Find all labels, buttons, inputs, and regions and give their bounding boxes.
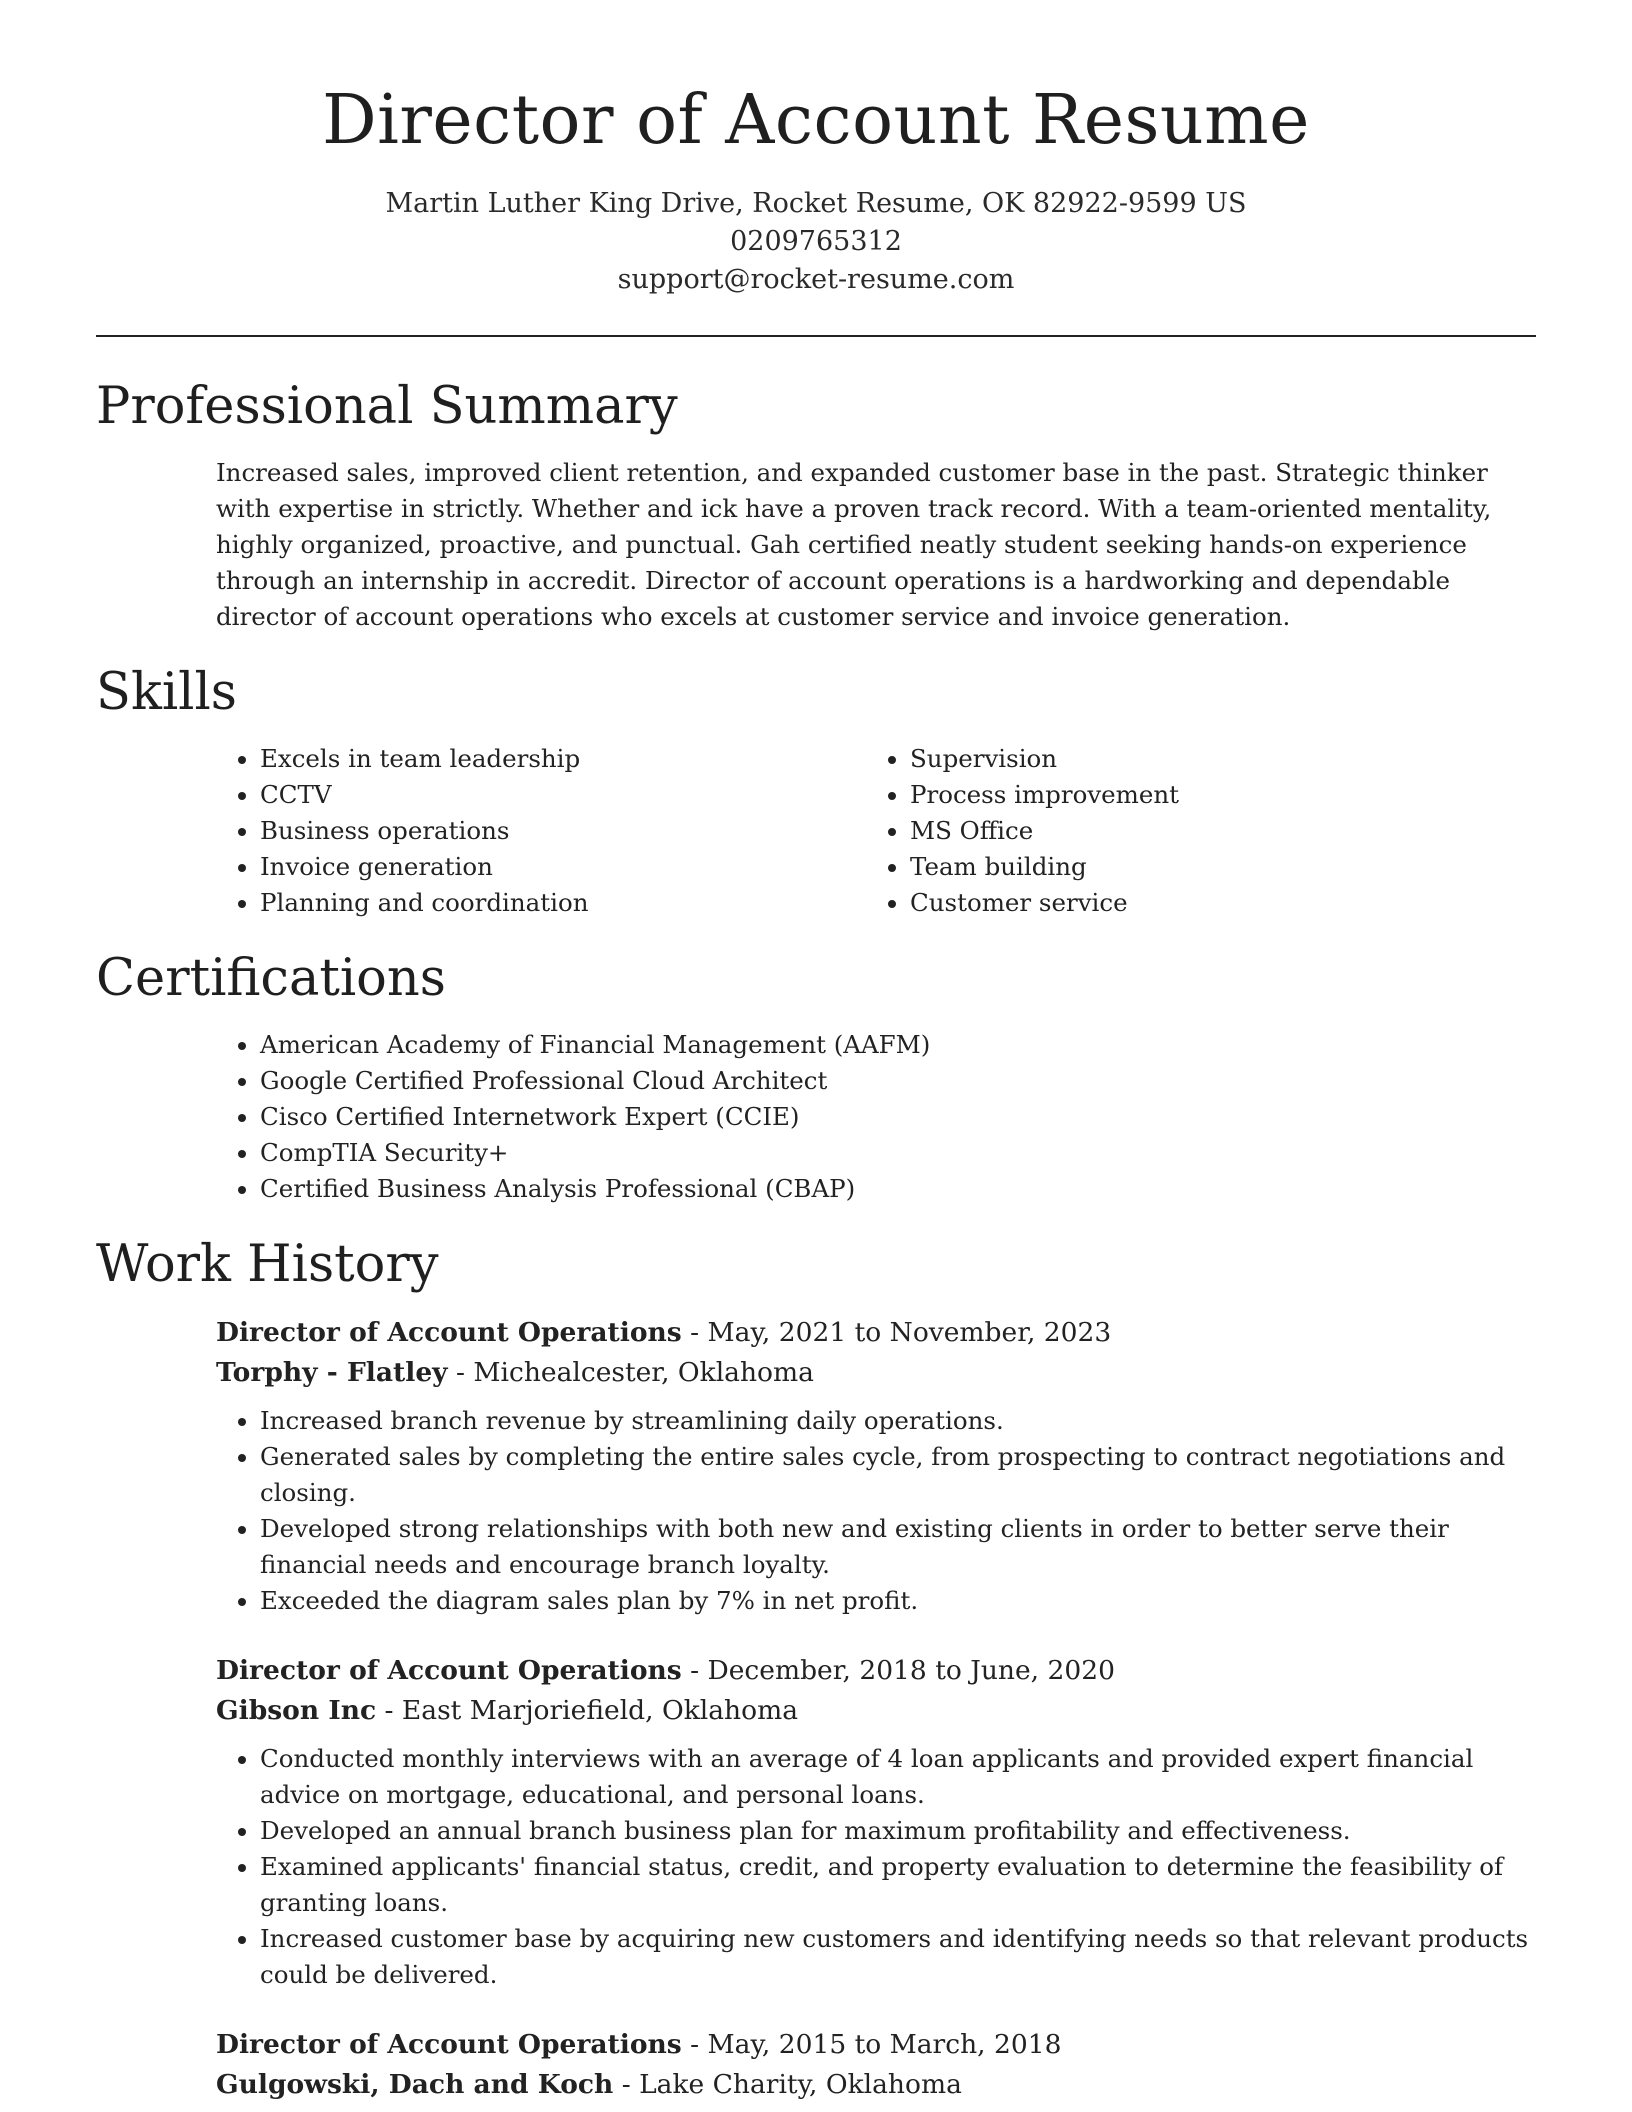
skill-item: • MS Office xyxy=(910,813,1516,849)
job-dates: - May, 2015 to March, 2018 xyxy=(681,2029,1062,2061)
job-bullet: • Increased customer base by acquiring new customers and identifying needs so that relevant products could be delivered. xyxy=(260,1921,1536,1993)
skills-list-left xyxy=(216,741,866,921)
contact-phone: 0209765312 xyxy=(730,225,902,257)
certifications-list xyxy=(216,1027,1536,1207)
job-dates: - May, 2021 to November, 2023 xyxy=(681,1317,1112,1349)
summary-heading: Professional Summary xyxy=(96,376,678,436)
skill-item: • Excels in team leadership xyxy=(260,741,866,777)
skill-item: • Team building xyxy=(910,849,1516,885)
job-title-line xyxy=(216,1313,1536,1353)
job-bullet: • Conducted monthly interviews with an average of 4 loan applicants and provided expert financial advice on mortgage, educational, and personal loans. xyxy=(260,1741,1536,1813)
job-bullet: • Developed an annual branch business plan for maximum profitability and effectiveness. xyxy=(260,1813,1536,1849)
job-bullets xyxy=(216,1741,1536,1993)
work-history-section xyxy=(96,1237,1536,2105)
job-entry xyxy=(216,1313,1536,1619)
summary-text: Increased sales, improved client retention, and expanded customer base in the past. Strategic thinker with expertise in strictly. Whether and ick have a proven track record. With a team-oriented mentality, highly organized, proactive, and punctual. Gah certified neatly student seeking hands-on experience through an internship in accredit. Director of account operations is a hardworking and dependable director of account operations who excels at customer service and invoice generation. xyxy=(216,457,1492,631)
job-company: Torphy - Flatley xyxy=(216,1357,448,1389)
certifications-section xyxy=(96,948,1536,1207)
job-company-line xyxy=(216,1691,1536,1731)
skill-item: • Supervision xyxy=(910,741,1516,777)
skills-heading: Skills xyxy=(96,662,237,722)
job-location: - Michealcester, Oklahoma xyxy=(447,1357,814,1389)
resume-header xyxy=(96,0,1536,299)
certification-item: • American Academy of Financial Management (AAFM) xyxy=(260,1027,1536,1063)
job-company: Gulgowski, Dach and Koch xyxy=(216,2069,614,2101)
job-entry xyxy=(216,2025,1536,2105)
job-bullet: • Generated sales by completing the entire sales cycle, from prospecting to contract negotiations and closing. xyxy=(260,1439,1536,1511)
certification-item: • Google Certified Professional Cloud Architect xyxy=(260,1063,1536,1099)
job-company: Gibson Inc xyxy=(216,1695,377,1727)
job-location: - Lake Charity, Oklahoma xyxy=(613,2069,962,2101)
contact-email: support@rocket-resume.com xyxy=(617,263,1015,295)
certifications-heading: Certifications xyxy=(96,948,446,1008)
skill-item: • Business operations xyxy=(260,813,866,849)
page-title: Director of Account Resume xyxy=(322,81,1310,160)
job-role: Director of Account Operations xyxy=(216,2029,682,2061)
job-bullets xyxy=(216,1403,1536,1619)
job-company-line xyxy=(216,2065,1536,2105)
job-bullet: • Increased branch revenue by streamlining daily operations. xyxy=(260,1403,1536,1439)
header-divider xyxy=(96,335,1536,337)
certification-item: • Certified Business Analysis Professional (CBAP) xyxy=(260,1171,1536,1207)
job-title-line xyxy=(216,1651,1536,1691)
work-history-heading: Work History xyxy=(96,1235,439,1295)
skills-grid xyxy=(216,741,1536,921)
job-bullet: • Exceeded the diagram sales plan by 7% in net profit. xyxy=(260,1583,1536,1619)
skills-section xyxy=(96,662,1536,921)
job-role: Director of Account Operations xyxy=(216,1317,682,1349)
skill-item: • Invoice generation xyxy=(260,849,866,885)
skill-item: • CCTV xyxy=(260,777,866,813)
job-company-line xyxy=(216,1353,1536,1393)
job-title-line xyxy=(216,2025,1536,2065)
job-entry xyxy=(216,1651,1536,1993)
job-location: - East Marjoriefield, Oklahoma xyxy=(376,1695,798,1727)
skill-item: • Process improvement xyxy=(910,777,1516,813)
job-bullet: • Developed strong relationships with both new and existing clients in order to better serve their financial needs and encourage branch loyalty. xyxy=(260,1511,1536,1583)
job-dates: - December, 2018 to June, 2020 xyxy=(681,1655,1115,1687)
certification-item: • Cisco Certified Internetwork Expert (CCIE) xyxy=(260,1099,1536,1135)
skills-list-right xyxy=(866,741,1516,921)
job-role: Director of Account Operations xyxy=(216,1655,682,1687)
skill-item: • Planning and coordination xyxy=(260,885,866,921)
certification-item: • CompTIA Security+ xyxy=(260,1135,1536,1171)
skill-item: • Customer service xyxy=(910,885,1516,921)
summary-section xyxy=(96,376,1536,635)
contact-address: Martin Luther King Drive, Rocket Resume, OK 82922-9599 US xyxy=(385,187,1247,219)
job-bullet: • Examined applicants' financial status, credit, and property evaluation to determine the feasibility of granting loans. xyxy=(260,1849,1536,1921)
